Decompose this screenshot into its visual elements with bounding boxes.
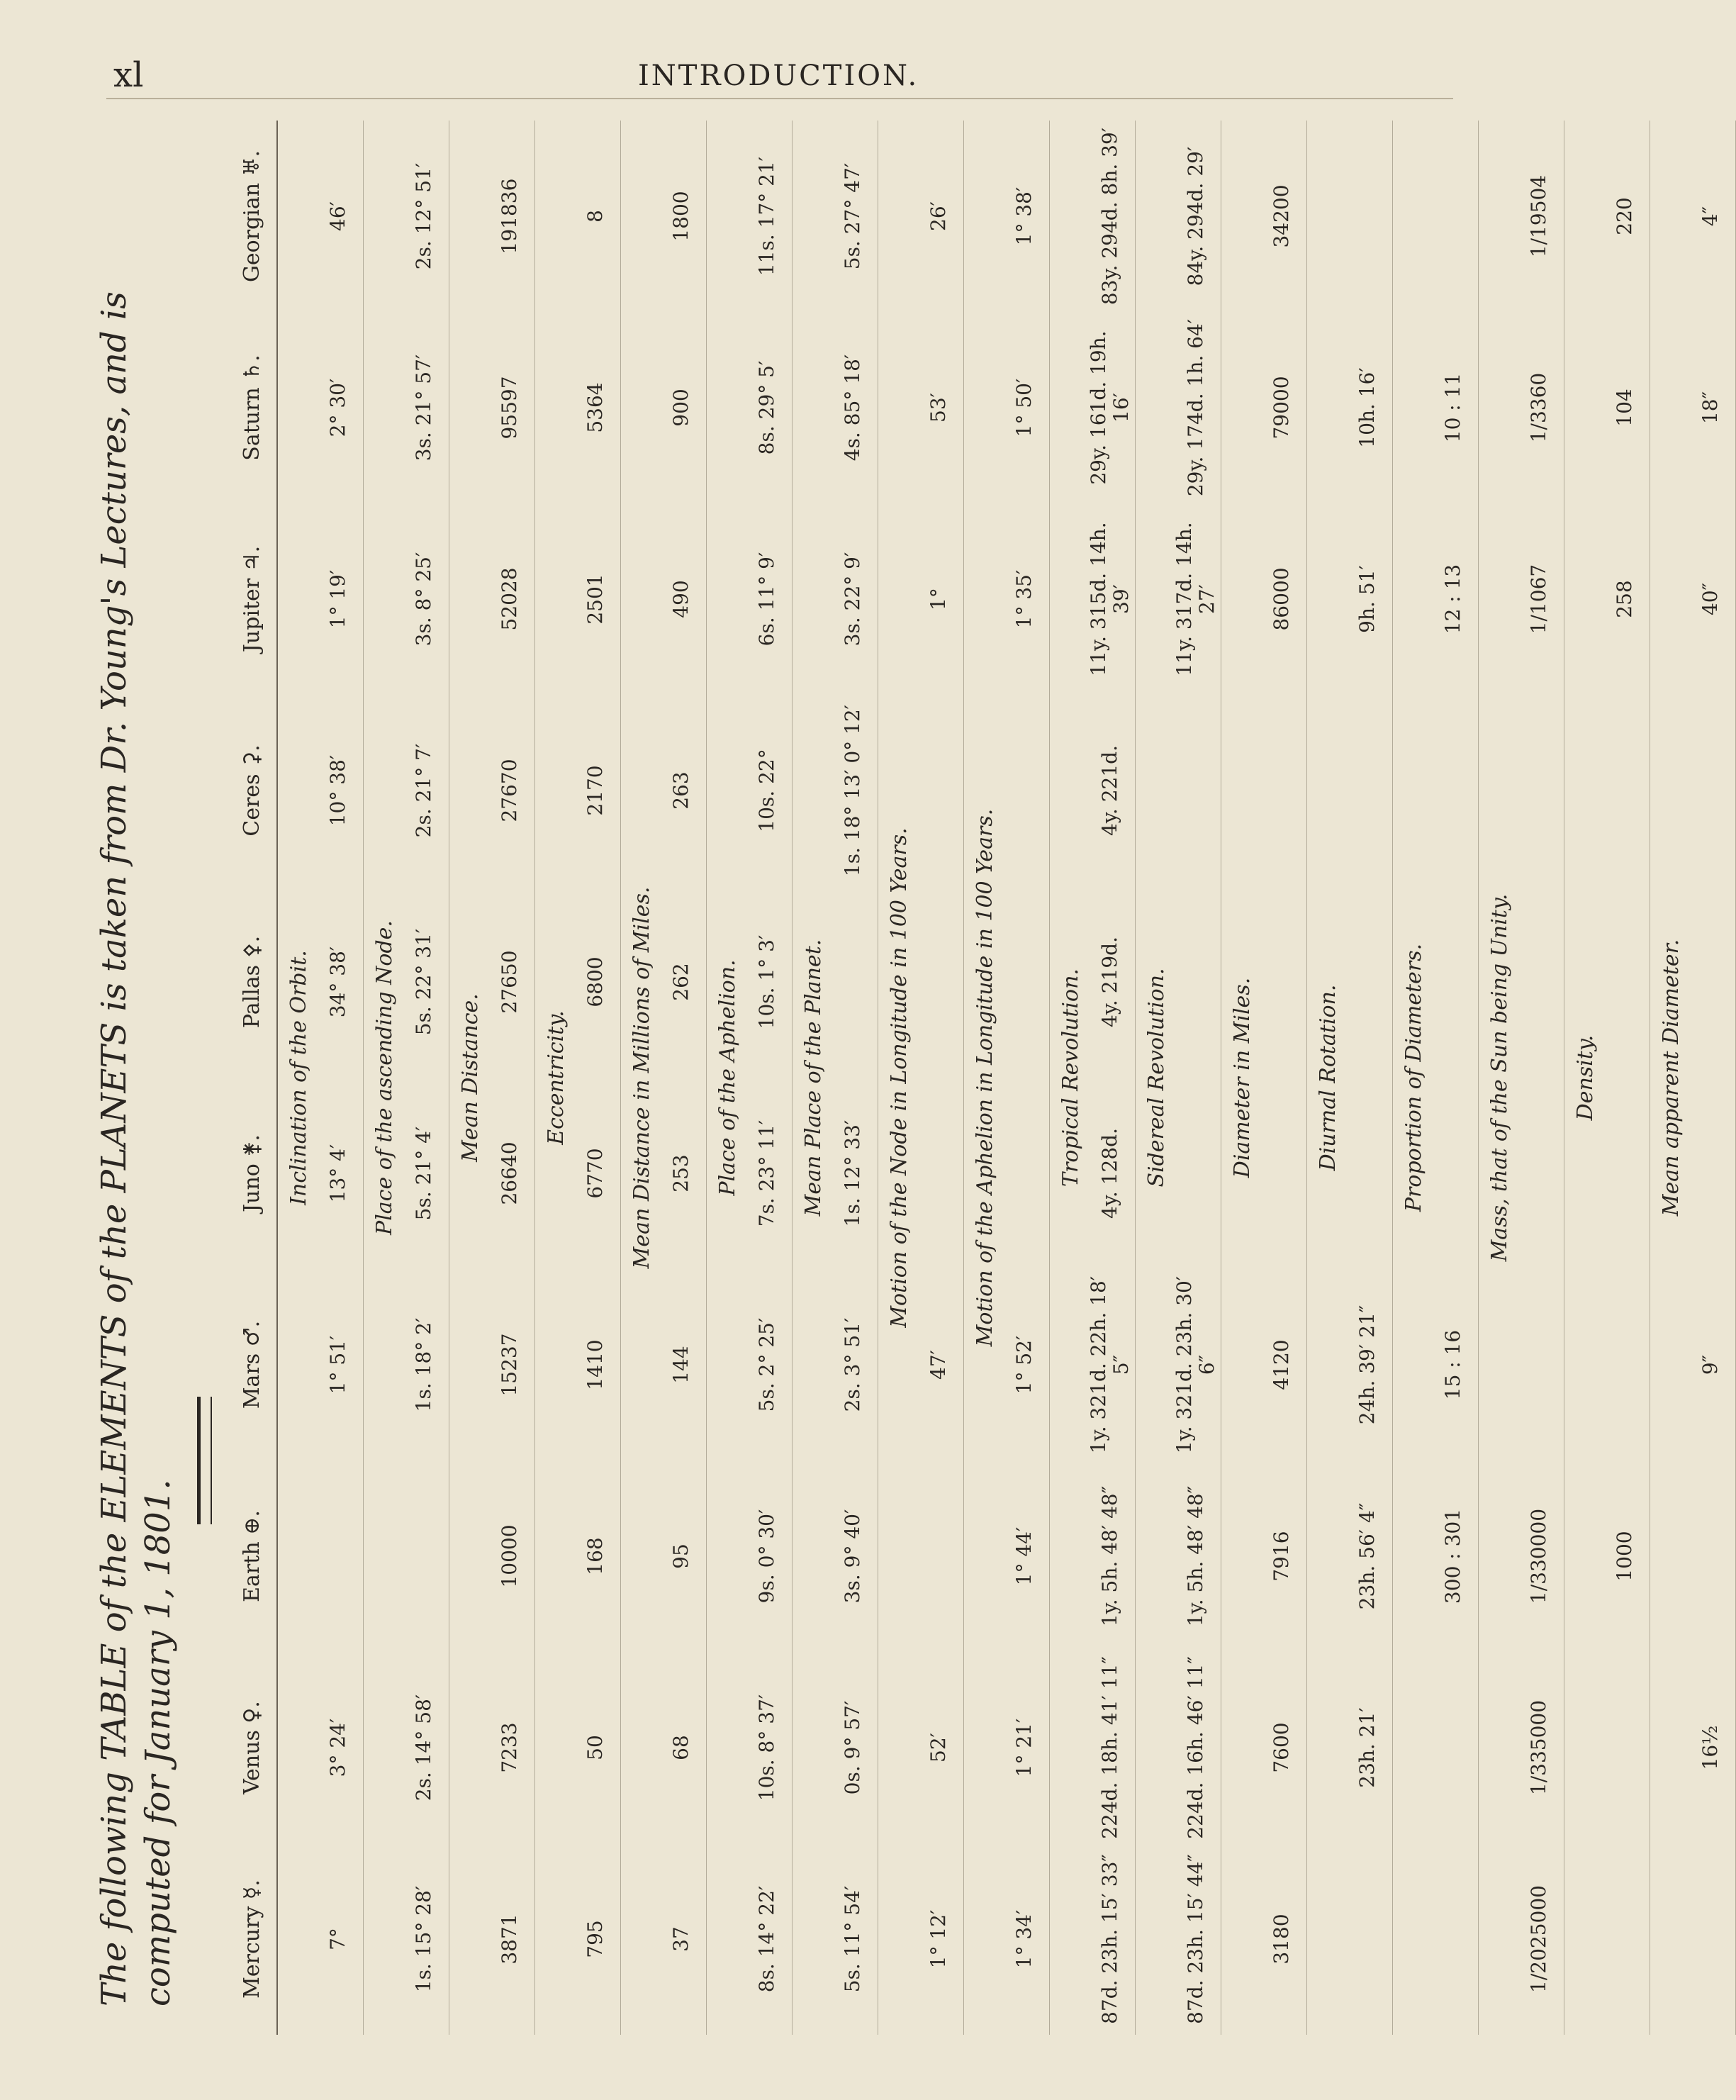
table-cell: 27650 — [498, 950, 521, 1014]
table-cell: 220 — [1613, 197, 1636, 235]
section-label: Place of the Aphelion. — [715, 959, 740, 1196]
table-cell: 6800 — [583, 956, 607, 1007]
table-cell: 900 — [669, 389, 693, 427]
table-cell: 5s. 27° 47′ — [841, 162, 864, 270]
section-label: Mean apparent Diameter. — [1659, 939, 1684, 1217]
section-label: Sidereal Revolution. — [1144, 968, 1169, 1188]
table-cell: 253 — [669, 1154, 693, 1193]
table-cell: 47′ — [926, 1350, 950, 1380]
table-cell: 24h. 39′ 21″ — [1355, 1305, 1379, 1425]
row-divider — [963, 121, 964, 2035]
table-cell: 34° 38′ — [326, 946, 349, 1018]
table-cell: 1800 — [669, 191, 693, 242]
table-cell: 95597 — [498, 376, 521, 440]
planet-header: Mars ♂. — [239, 1320, 264, 1409]
table-cell: 52028 — [498, 567, 521, 631]
table-cell: 7233 — [498, 1722, 521, 1773]
table-cell: 144 — [669, 1346, 693, 1384]
table-cell: 263 — [669, 771, 693, 810]
table-cell: 8s. 14° 22′ — [755, 1885, 778, 1993]
table-cell: 3s. 8° 25′ — [412, 552, 435, 647]
table-cell: 11y. 315d. 14h. 39′ — [1087, 522, 1133, 676]
table-cell: 795 — [583, 1920, 607, 1958]
running-title: INTRODUCTION. — [638, 60, 919, 92]
planet-header: Pallas ⚴. — [239, 935, 264, 1029]
row-divider — [1049, 121, 1050, 2035]
table-cell: 5s. 21° 4′ — [412, 1126, 435, 1221]
table-cell: 1y. 5h. 48′ 48″ — [1098, 1485, 1121, 1627]
head-rule — [106, 98, 1453, 99]
row-divider — [1306, 121, 1307, 2035]
table-row — [571, 121, 620, 2035]
table-cell: 490 — [669, 580, 693, 618]
running-head — [0, 55, 1501, 98]
table-cell: 87d. 23h. 15′ 44″ — [1184, 1854, 1207, 2024]
table-row — [1171, 121, 1221, 2035]
table-row — [1428, 121, 1478, 2035]
rotated-table-block — [92, 121, 1722, 2035]
table-cell: 15 : 16 — [1441, 1329, 1465, 1400]
table-cell: 6770 — [583, 1148, 607, 1199]
table-cell: 3s. 9° 40′ — [841, 1509, 864, 1604]
table-cell: 84y. 294d. 29′ — [1184, 146, 1207, 286]
table-cell: 1/3360 — [1527, 372, 1550, 443]
row-divider — [1135, 121, 1136, 2035]
row-divider — [706, 121, 707, 2035]
planet-header-row — [227, 121, 278, 2035]
table-cell: 37 — [669, 1926, 693, 1952]
table-cell: 3871 — [498, 1914, 521, 1965]
table-cell: 18″ — [1698, 391, 1722, 425]
table-cell: 4y. 221d. — [1098, 745, 1121, 836]
section-label: Eccentricity. — [544, 1010, 569, 1145]
table-cell: 23h. 56′ 4″ — [1355, 1502, 1379, 1610]
elements-table — [227, 121, 1736, 2035]
row-divider — [620, 121, 621, 2035]
table-row — [485, 121, 534, 2035]
table-cell: 7° — [326, 1928, 349, 1950]
table-cell: 1° 44′ — [1012, 1526, 1036, 1586]
table-cell: 87d. 23h. 15′ 33″ — [1098, 1854, 1121, 2024]
table-cell: 12 : 13 — [1441, 564, 1465, 635]
table-cell: 1y. 321d. 23h. 30′ 6″ — [1172, 1275, 1219, 1454]
table-cell: 26′ — [926, 201, 950, 231]
table-cell: 1s. 18° 13′ 0° 12′ — [841, 704, 864, 877]
table-cell: 9h. 51′ — [1355, 565, 1379, 633]
table-cell: 95 — [669, 1543, 693, 1569]
table-cell: 168 — [583, 1537, 607, 1575]
table-cell: 0s. 9° 57′ — [841, 1700, 864, 1795]
table-cell: 4s. 85° 18′ — [841, 354, 864, 462]
table-cell: 1/330000 — [1527, 1508, 1550, 1604]
table-cell: 1410 — [583, 1339, 607, 1390]
table-cell: 262 — [669, 963, 693, 1001]
table-cell: 1° 50′ — [1012, 378, 1036, 437]
table-row — [1343, 121, 1392, 2035]
table-cell: 224d. 18h. 41′ 11″ — [1098, 1656, 1121, 1839]
table-cell: 224d. 16h. 46′ 11″ — [1184, 1656, 1207, 1839]
table-cell: 68 — [669, 1735, 693, 1760]
table-cell: 29y. 174d. 1h. 64′ — [1184, 318, 1207, 497]
section-label: Diameter in Miles. — [1230, 977, 1255, 1178]
table-cell: 10000 — [498, 1524, 521, 1588]
table-cell: 1/335000 — [1527, 1699, 1550, 1796]
table-cell: 10 : 11 — [1441, 372, 1465, 443]
table-cell: 104 — [1613, 389, 1636, 427]
table-cell: 10s. 1° 3′ — [755, 934, 778, 1029]
table-row — [1600, 121, 1650, 2035]
table-cell: 1s. 18° 2′ — [412, 1317, 435, 1412]
planet-header: Mercury ☿. — [239, 1880, 264, 1999]
table-cell: 27670 — [498, 759, 521, 822]
table-cell: 1y. 5h. 48′ 48″ — [1184, 1485, 1207, 1627]
table-cell: 3180 — [1270, 1914, 1293, 1965]
table-cell: 9s. 0° 30′ — [755, 1509, 778, 1604]
table-cell: 53′ — [926, 393, 950, 423]
table-cell: 5s. 2° 25′ — [755, 1317, 778, 1412]
table-cell: 2170 — [583, 765, 607, 816]
table-row — [399, 121, 449, 2035]
table-row — [313, 121, 363, 2035]
table-cell: 2s. 14° 58′ — [412, 1694, 435, 1802]
planet-header: Juno ⚵. — [239, 1134, 264, 1212]
table-cell: 86000 — [1270, 567, 1293, 631]
table-cell: 23h. 21′ — [1355, 1707, 1379, 1788]
planet-header: Venus ♀. — [239, 1701, 264, 1794]
table-row — [1085, 121, 1135, 2035]
planet-header: Saturn ♄. — [239, 354, 264, 461]
table-cell: 4″ — [1698, 206, 1722, 227]
table-cell: 1° 34′ — [1012, 1909, 1036, 1969]
table-cell: 50 — [583, 1735, 607, 1760]
table-cell: 29y. 161d. 19h. 16′ — [1087, 330, 1133, 485]
section-label: Place of the ascending Node. — [372, 920, 397, 1235]
table-cell: 7916 — [1270, 1531, 1293, 1582]
planet-header: Georgian ♅. — [239, 150, 264, 283]
table-cell: 1° 38′ — [1012, 186, 1036, 246]
row-divider — [792, 121, 793, 2035]
table-cell: 191836 — [498, 178, 521, 255]
table-cell: 1/1067 — [1527, 564, 1550, 635]
table-cell: 6s. 11° 9′ — [755, 552, 778, 647]
table-row — [999, 121, 1049, 2035]
table-cell: 52′ — [926, 1733, 950, 1763]
table-cell: 10s. 8° 37′ — [755, 1694, 778, 1802]
row-divider — [534, 121, 535, 2035]
table-cell: 1° 12′ — [926, 1909, 950, 1969]
table-cell: 79000 — [1270, 376, 1293, 440]
section-label: Mean Place of the Planet. — [801, 939, 826, 1217]
table-cell: 13° 4′ — [326, 1144, 349, 1203]
table-cell: 1° 35′ — [1012, 569, 1036, 629]
planet-header: Jupiter ♃. — [239, 545, 264, 653]
table-cell: 15237 — [498, 1333, 521, 1397]
table-cell: 16½ — [1698, 1725, 1722, 1770]
table-row — [742, 121, 792, 2035]
table-cell: 2s. 21° 7′ — [412, 743, 435, 838]
table-cell: 1000 — [1613, 1531, 1636, 1582]
table-cell: 1° 21′ — [1012, 1718, 1036, 1777]
table-cell: 300 : 301 — [1441, 1508, 1465, 1604]
table-cell: 40″ — [1698, 582, 1722, 616]
table-cell: 11y. 317d. 14h. 27′ — [1172, 522, 1219, 676]
table-cell: 2s. 3° 51′ — [841, 1317, 864, 1412]
table-cell: 258 — [1613, 580, 1636, 618]
section-label: Motion of the Aphelion in Longitude in 100 Years. — [973, 808, 997, 1347]
table-cell: 1° 19′ — [326, 569, 349, 629]
table-cell: 2° 30′ — [326, 378, 349, 437]
table-cell: 10h. 16′ — [1355, 367, 1379, 448]
table-row — [1686, 121, 1735, 2035]
table-cell: 5s. 11° 54′ — [841, 1885, 864, 1993]
table-title: The following TABLE of the ELEMENTS of the PLANETS is taken from Dr. Young's Lectures, and is computed for January 1, 1801. — [94, 291, 178, 2006]
table-cell: 1° 52′ — [1012, 1335, 1036, 1395]
table-cell: 8s. 29° 5′ — [755, 360, 778, 455]
table-cell: 1° 51′ — [326, 1335, 349, 1395]
table-cell: 3° 24′ — [326, 1718, 349, 1777]
section-label: Proportion of Diameters. — [1401, 943, 1426, 1212]
table-cell: 1/19504 — [1527, 174, 1550, 258]
table-cell: 1s. 15° 28′ — [412, 1885, 435, 1993]
table-cell: 34200 — [1270, 184, 1293, 248]
section-label: Mean Distance in Millions of Miles. — [629, 886, 654, 1269]
section-label: Diurnal Rotation. — [1316, 984, 1340, 1171]
table-cell: 3s. 21° 57′ — [412, 354, 435, 462]
table-cell: 7s. 23° 11′ — [755, 1119, 778, 1227]
table-row — [1257, 121, 1306, 2035]
section-label: Mean Distance. — [458, 993, 483, 1162]
table-cell: 1/2025000 — [1527, 1885, 1550, 1993]
page-number: xl — [113, 55, 144, 95]
table-cell: 2s. 12° 51′ — [412, 162, 435, 270]
table-cell: 4120 — [1270, 1339, 1293, 1390]
table-cell: 5s. 22° 31′ — [412, 928, 435, 1036]
table-cell: 5364 — [583, 382, 607, 433]
table-cell: 4y. 128d. — [1098, 1128, 1121, 1219]
section-label: Motion of the Node in Longitude in 100 Years. — [887, 827, 912, 1328]
table-cell: 83y. 294d. 8h. 39′ — [1098, 127, 1121, 306]
table-cell: 1° — [926, 588, 950, 610]
table-cell: 3s. 22° 9′ — [841, 552, 864, 647]
table-row — [914, 121, 963, 2035]
row-divider — [363, 121, 364, 2035]
table-row — [656, 121, 706, 2035]
table-cell: 9″ — [1698, 1354, 1722, 1375]
row-divider — [1478, 121, 1479, 2035]
table-cell: 10° 38′ — [326, 754, 349, 827]
table-cell: 1y. 321d. 22h. 18′ 5″ — [1087, 1275, 1133, 1454]
table-cell: 46′ — [326, 201, 349, 231]
table-cell: 4y. 219d. — [1098, 937, 1121, 1027]
table-cell: 7600 — [1270, 1722, 1293, 1773]
section-label: Tropical Revolution. — [1058, 968, 1083, 1187]
section-label: Inclination of the Orbit. — [286, 950, 311, 1205]
table-cell: 10s. 22° — [755, 749, 778, 832]
planet-header: Ceres ⚳. — [239, 744, 264, 837]
table-cell: 1s. 12° 33′ — [841, 1119, 864, 1227]
table-cell: 11s. 17° 21′ — [755, 156, 778, 277]
table-cell: 26640 — [498, 1141, 521, 1205]
title-rule — [197, 1397, 212, 1524]
section-label: Mass, that of the Sun being Unity. — [1487, 893, 1512, 1262]
table-cell: 8 — [583, 210, 607, 223]
section-label: Density. — [1573, 1034, 1598, 1121]
row-divider — [1392, 121, 1393, 2035]
table-cell: 2501 — [583, 574, 607, 625]
table-row — [828, 121, 878, 2035]
planet-header: Earth ⊕. — [239, 1510, 264, 1602]
table-row — [1514, 121, 1564, 2035]
